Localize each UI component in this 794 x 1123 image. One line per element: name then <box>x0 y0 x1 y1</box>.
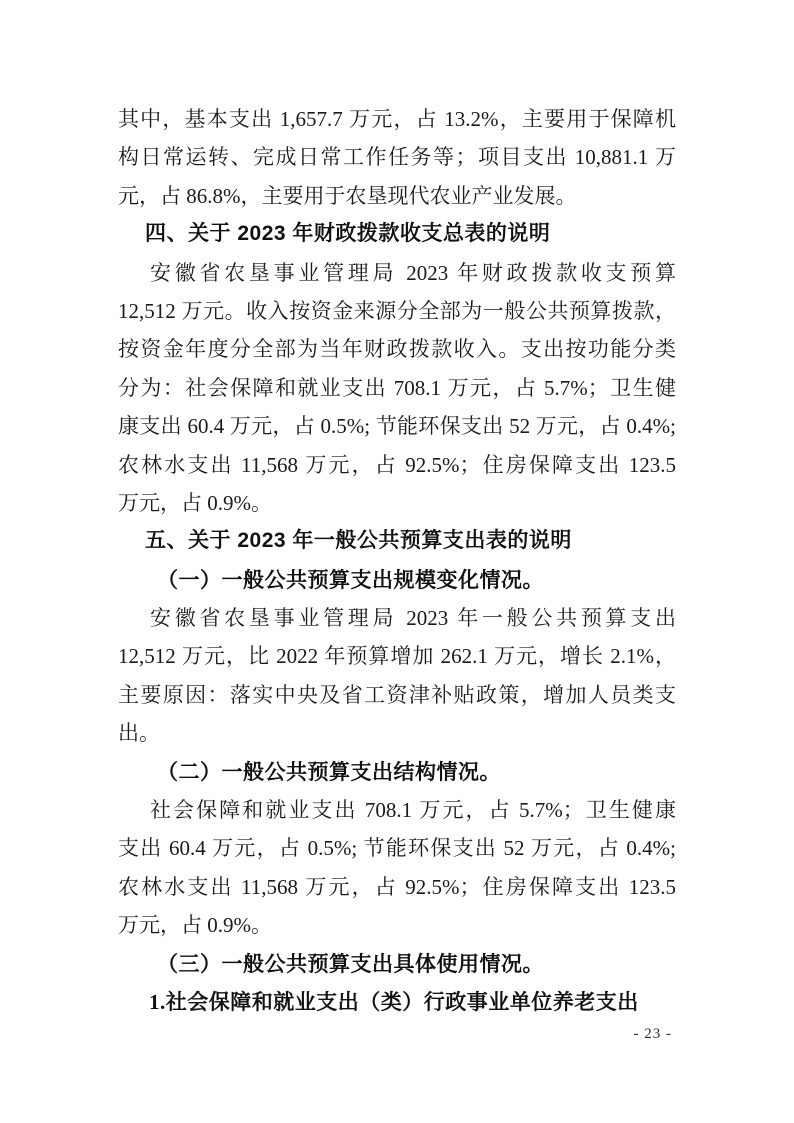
paragraph-fiscal-appropriation-summary <box>118 254 676 523</box>
heading-subsection-3 <box>118 945 676 983</box>
heading-subsection-2 <box>118 753 676 791</box>
paragraph-budget-structure <box>118 791 676 945</box>
paragraph-basic-project-expenditure <box>118 100 676 215</box>
text-line: 分为：社会保障和就业支出 708.1 万元，占 5.7%；卫生健 <box>118 375 676 400</box>
text-line: 其中，基本支出 1,657.7 万元，占 13.2%，主要用于保障机 <box>118 107 676 131</box>
heading-section-4 <box>118 215 676 253</box>
text-line: 社会保障和就业支出 708.1 万元，占 5.7%；卫生健康 <box>150 798 676 823</box>
text-line: 1.社会保障和就业支出（类）行政事业单位养老支出 <box>149 989 639 1014</box>
heading-subsection-1 <box>118 561 676 599</box>
text-line: 按资金年度分全部为当年财政拨款收入。支出按功能分类 <box>118 337 676 362</box>
heading-item-1 <box>118 983 676 1021</box>
document-body <box>118 100 676 1021</box>
text-line: 农林水支出 11,568 万元，占 92.5%；住房保障支出 123.5 <box>118 874 676 899</box>
text-line: 12,512 万元。收入按资金来源分全部为一般公共预算拨款， <box>118 298 676 323</box>
text-line: 万元，占 0.9%。 <box>118 490 272 515</box>
text-line: 安徽省农垦事业管理局 2023 年财政拨款收支预算 <box>150 260 676 285</box>
text-line: 元，占 86.8%，主要用于农垦现代农业产业发展。 <box>118 183 577 208</box>
text-line: 安徽省农垦事业管理局 2023 年一般公共预算支出 <box>150 606 676 631</box>
text-line: 万元，占 0.9%。 <box>118 913 272 938</box>
text-line: 构日常运转、完成日常工作任务等；项目支出 10,881.1 万 <box>118 145 676 170</box>
text-line: 四、关于 2023 年财政拨款收支总表的说明 <box>145 222 551 246</box>
text-line: 主要原因：落实中央及省工资津补贴政策，增加人员类支 <box>118 682 676 707</box>
paragraph-budget-scale-change <box>118 599 676 753</box>
page-number: - 23 - <box>633 1026 672 1042</box>
heading-section-5 <box>118 522 676 560</box>
text-line: 康支出 60.4 万元，占 0.5%; 节能环保支出 52 万元，占 0.4%; <box>118 414 676 439</box>
text-line: 五、关于 2023 年一般公共预算支出表的说明 <box>145 529 572 553</box>
text-line: 支出 60.4 万元，占 0.5%; 节能环保支出 52 万元，占 0.4%; <box>118 836 676 861</box>
text-line: 农林水支出 11,568 万元，占 92.5%；住房保障支出 123.5 <box>118 452 676 477</box>
text-line: （二）一般公共预算支出结构情况。 <box>157 759 501 784</box>
text-line: 12,512 万元，比 2022 年预算增加 262.1 万元，增长 2.1%， <box>118 644 676 669</box>
text-line: （三）一般公共预算支出具体使用情况。 <box>157 951 544 976</box>
text-line: 出。 <box>118 721 160 746</box>
text-line: （一）一般公共预算支出规模变化情况。 <box>157 567 544 592</box>
